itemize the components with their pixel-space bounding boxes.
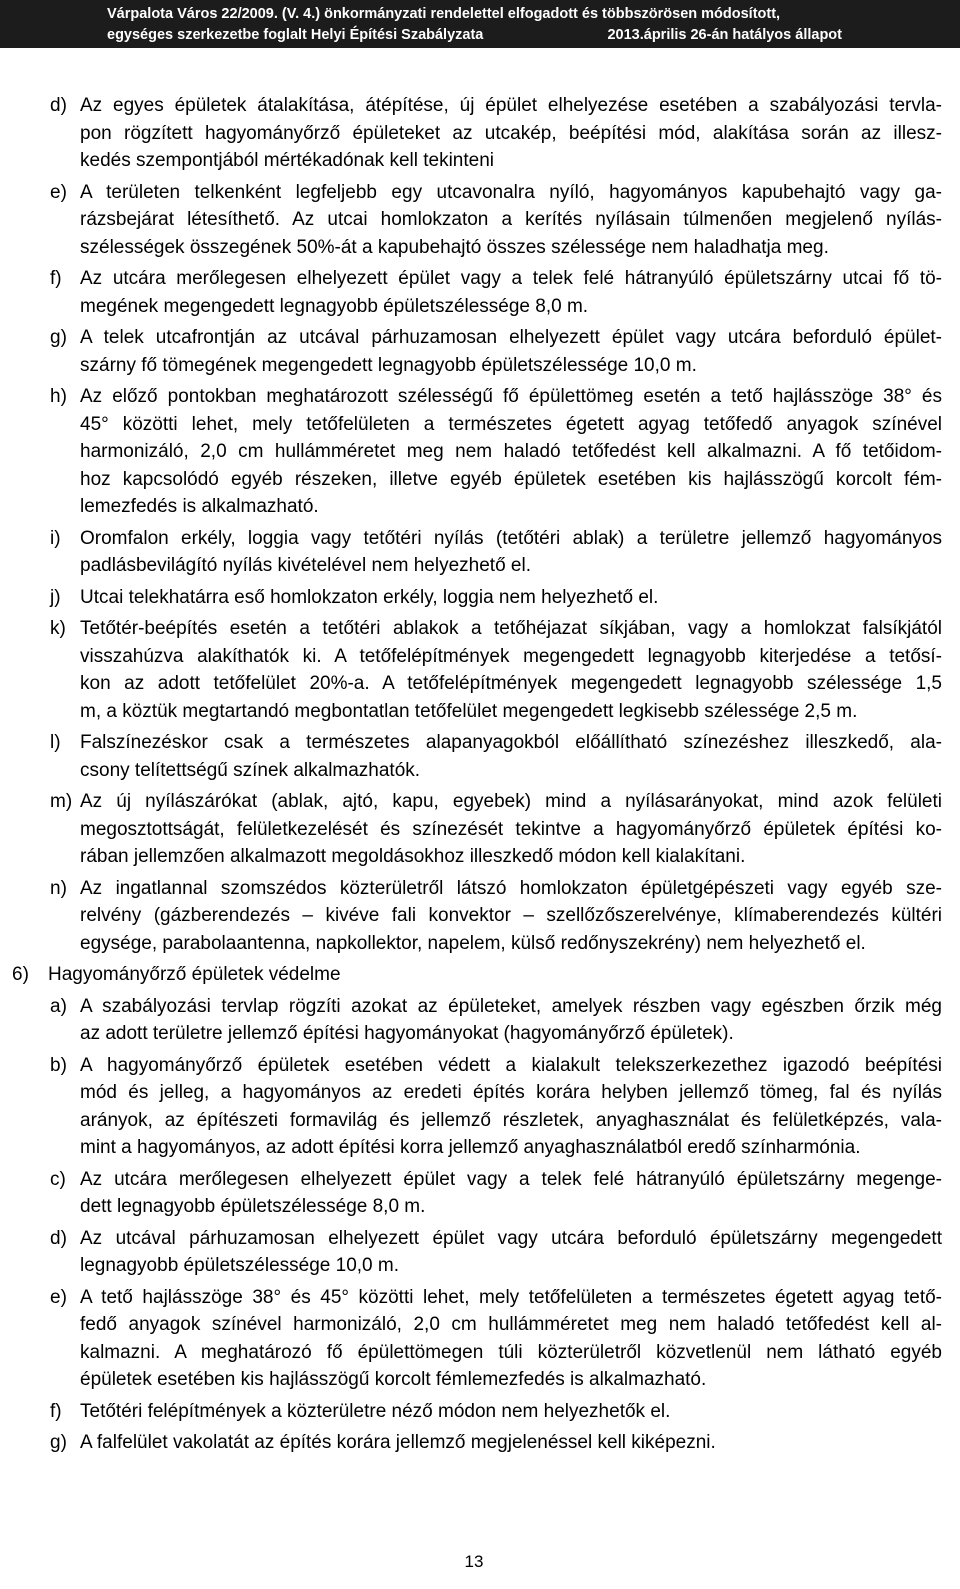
- header-subtitle: egységes szerkezetbe foglalt Helyi Építési Szabályzata: [107, 27, 484, 43]
- item-label: b): [50, 1054, 67, 1076]
- item-text-line: 45° közötti lehet, mely tetőfelületen a természetes égetett agyag tetőfedő anyagok színével: [80, 413, 942, 435]
- item-text: [80, 92, 942, 175]
- item-text-line: A telek utcafrontján az utcával párhuzamosan elhelyezett épület vagy utcára beforduló épület-: [80, 327, 942, 348]
- item-text-line: rázsbejárat létesíthető. Az utcai homlokzaton a kerítés nyílásain túlmenően megjelenő nyílás-: [80, 209, 942, 230]
- item-text: [80, 788, 942, 871]
- item-label: c): [50, 1168, 66, 1190]
- item-text-line: visszahúzva alakíthatók ki. A tetőfelépítmények megengedett legnagyobb kiterjedése a tetősí-: [80, 645, 942, 667]
- item-text-line: egysége, parabolaantenna, napkollektor, napelem, külső redőnyszekrény) nem helyezhető el.: [80, 932, 866, 954]
- item-text-line: hoz kapcsolódó egyéb részeken, illetve egyéb épületek esetében kis hajlásszögű korcolt fém-: [80, 468, 942, 490]
- item-text-line: dett legnagyobb épületszélessége 8,0 m.: [80, 1196, 426, 1217]
- item-text-line: mint a hagyományos, az adott építési korra jellemző anyaghasználatból eredő színharmónia.: [80, 1137, 861, 1158]
- list-item: [50, 875, 942, 958]
- item-text: [80, 1429, 942, 1457]
- section-item-list: [50, 993, 942, 1457]
- item-text-line: Az utcára merőlegesen elhelyezett épület vagy a telek felé hátranyúló épületszárny megenge-: [80, 1168, 942, 1190]
- item-label: g): [50, 1432, 67, 1453]
- item-text: [80, 1398, 942, 1426]
- item-text-line: rában jellemzően alkalmazott megoldásokhoz illeszkedő módon kell kialakítani.: [80, 846, 746, 867]
- section-heading: [12, 961, 960, 989]
- item-text-line: arányok, az építészeti formavilág és jellemző részletek, anyaghasználat és felületképzés, vala-: [80, 1109, 942, 1131]
- list-item: [50, 324, 942, 379]
- list-item: [50, 615, 942, 725]
- item-label: j): [50, 586, 61, 608]
- document-header: [0, 0, 960, 48]
- item-label: l): [50, 732, 61, 753]
- item-text-line: legnagyobb épületszélessége 10,0 m.: [80, 1255, 400, 1276]
- item-text-line: szélességek összegének 50%-át a kapubehajtó összes szélessége nem haladhatja meg.: [80, 236, 829, 258]
- list-item: [50, 1398, 942, 1426]
- item-text-line: padlásbevilágító nyílás kivételével nem helyezhető el.: [80, 555, 531, 576]
- item-label: d): [50, 1227, 67, 1249]
- list-item: [50, 265, 942, 320]
- list-item: [50, 993, 942, 1048]
- list-item: [50, 729, 942, 784]
- list-item: [50, 1225, 942, 1280]
- item-text-line: Oromfalon erkély, loggia vagy tetőtéri nyílás (tetőtéri ablak) a területre jellemző hagyományos: [80, 527, 942, 549]
- item-text-line: Az egyes épületek átalakítása, átépítése, új épület elhelyezése esetében a szabályozási tervla-: [80, 95, 942, 116]
- item-text-line: Az előző pontokban meghatározott szélességű fő épülettömeg esetén a tető hajlásszöge 38° és: [80, 386, 942, 407]
- item-label: h): [50, 386, 67, 407]
- item-text: [80, 615, 942, 725]
- item-text: [80, 383, 942, 521]
- item-text: [80, 1166, 942, 1221]
- item-text: [80, 729, 942, 784]
- item-text-line: A falfelület vakolatát az építés korára jellemző megjelenéssel kell kiképezni.: [80, 1432, 716, 1453]
- item-label: a): [50, 995, 67, 1017]
- item-text: [80, 525, 942, 580]
- list-item: [50, 788, 942, 871]
- item-label: e): [50, 181, 67, 203]
- item-text-line: Az utcára merőlegesen elhelyezett épület vagy a telek felé hátranyúló épületszárny utcai fő tö-: [80, 268, 942, 289]
- list-item: [50, 1284, 942, 1394]
- item-label: e): [50, 1286, 67, 1308]
- list-item: [50, 383, 942, 521]
- item-text-line: megének megengedett legnagyobb épületszélessége 8,0 m.: [80, 295, 589, 317]
- item-text-line: mód és jelleg, a hagyományos az eredeti építés korára helyben jellemző tömeg, fal és nyílás: [80, 1082, 942, 1103]
- list-item: [50, 179, 942, 262]
- item-text-line: épületek esetében kis hajlásszögű korcolt fémlemezfedés is alkalmazható.: [80, 1369, 707, 1390]
- item-label: k): [50, 618, 66, 639]
- section-number: 6): [12, 964, 29, 985]
- item-text-line: pon rögzített hagyományőrző épületeket az utcakép, beépítési mód, alakítása során az illesz-: [80, 122, 942, 144]
- list-item: [50, 525, 942, 580]
- item-label: f): [50, 1400, 62, 1422]
- item-text: [80, 993, 942, 1048]
- item-label: g): [50, 327, 67, 348]
- header-second-line: [107, 25, 842, 46]
- item-text-line: Az utcával párhuzamosan elhelyezett épület vagy utcára beforduló épületszárny megengedett: [80, 1227, 942, 1249]
- item-text-line: Az ingatlannal szomszédos közterületről látszó homlokzaton épületgépészeti vagy egyéb sze-: [80, 877, 942, 899]
- item-text: [80, 875, 942, 958]
- item-text-line: szárny fő tömegének megengedett legnagyobb épületszélessége 10,0 m.: [80, 354, 697, 376]
- item-label: n): [50, 877, 67, 899]
- list-item: [50, 92, 942, 175]
- item-text-line: kon az adott tetőfelület 20%-a. A tetőfelépítmények megengedett legnagyobb szélessége 1,5: [80, 673, 942, 694]
- item-text-line: relvény (gázberendezés – kivéve fali konvektor – szellőzőszerelvénye, klímaberendezés kültéri: [80, 905, 942, 926]
- item-text-line: A tető hajlásszöge 38° és 45° közötti lehet, mely tetőfelületen a természetes égetett agyag tető-: [80, 1286, 942, 1308]
- item-text-line: lemezfedés is alkalmazható.: [80, 496, 319, 517]
- item-text-line: megosztottságát, felületkezelését és színezését tekintve a hagyományőrző épületek építési ko-: [80, 818, 942, 840]
- item-text: [80, 265, 942, 320]
- item-label: i): [50, 527, 61, 549]
- header-block: [107, 4, 842, 46]
- item-text-line: az adott területre jellemző építési hagyományokat (hagyományőrző épületek).: [80, 1023, 734, 1044]
- item-text-line: A szabályozási tervlap rögzíti azokat az épületeket, amelyek részben vagy egészben őrzik még: [80, 995, 942, 1017]
- item-label: m): [50, 791, 73, 812]
- item-text-line: harmonizáló, 2,0 cm hullámméretet meg nem haladó tetőfedést kell alkalmazni. A fő tetőidom-: [80, 441, 942, 462]
- item-text-line: A hagyományőrző épületek esetében védett a kialakult telekszerkezethez igazodó beépítési: [80, 1054, 942, 1076]
- list-item: [50, 1429, 942, 1457]
- document-body: [0, 92, 960, 1461]
- item-text: [80, 1225, 942, 1280]
- item-text-line: Utcai telekhatárra eső homlokzaton erkély, loggia nem helyezhető el.: [80, 586, 659, 608]
- item-text-line: Az új nyílászárókat (ablak, ajtó, kapu, egyebek) mind a nyílásarányokat, mind azok felületi: [80, 791, 942, 812]
- list-item: [50, 1052, 942, 1162]
- item-text: [80, 179, 942, 262]
- item-text-line: csony telítettségű színek alkalmazhatók.: [80, 759, 421, 781]
- item-label: d): [50, 95, 67, 116]
- continued-item-list: [50, 92, 942, 957]
- item-text-line: kalmazni. A meghatározó fő épülettömegen túli közterületről közvetlenül nem látható egyéb: [80, 1341, 942, 1363]
- item-text-line: kedés szempontjából mértékadónak kell tekinteni: [80, 150, 495, 171]
- item-text-line: m, a köztük megtartandó megbontatlan tetőfelület megengedett legkisebb szélessége 2,5 m.: [80, 700, 858, 722]
- item-label: f): [50, 268, 62, 289]
- item-text: [80, 584, 942, 612]
- section-title: Hagyományőrző épületek védelme: [48, 964, 341, 985]
- item-text-line: fedő anyagok színével harmonizáló, 2,0 cm hullámméretet meg nem haladó tetőfedést kell al-: [80, 1314, 942, 1335]
- item-text: [80, 1052, 942, 1162]
- item-text-line: Tetőtér-beépítés esetén a tetőtéri ablakok a tetőhéjazat síkjában, vagy a homlokzat falsíkjától: [80, 618, 942, 639]
- item-text-line: A területen telkenként legfeljebb egy utcavonalra nyíló, hagyományos kapubehajtó vagy ga-: [80, 181, 942, 203]
- list-item: [50, 584, 942, 612]
- item-text-line: Falszínezéskor csak a természetes alapanyagokból előállítható színezéshez illeszkedő, ala-: [80, 732, 942, 753]
- page-number: 13: [464, 1552, 484, 1571]
- item-text: [80, 1284, 942, 1394]
- header-effective-date: 2013.április 26-án hatályos állapot: [607, 27, 842, 43]
- item-text: [80, 324, 942, 379]
- header-title-line: Várpalota Város 22/2009. (V. 4.) önkormányzati rendelettel elfogadott és többszörösen módosított,: [107, 6, 781, 22]
- item-text-line: Tetőtéri felépítmények a közterületre néző módon nem helyezhetők el.: [80, 1400, 671, 1422]
- list-item: [50, 1166, 942, 1221]
